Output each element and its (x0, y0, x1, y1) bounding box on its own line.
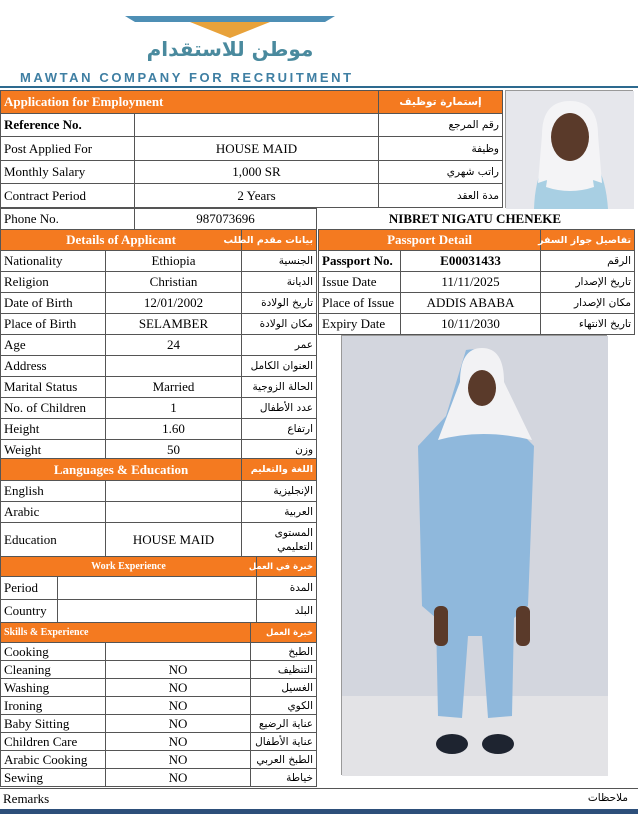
skills-row (1, 751, 317, 769)
application-title-ar: إستمارة توظيف (379, 91, 503, 114)
portrait-photo (505, 90, 633, 208)
details-label-ar: ارتفاع (242, 419, 317, 440)
skills-value: NO (106, 679, 251, 697)
details-row (1, 398, 317, 419)
passport-value: 11/11/2025 (401, 272, 541, 293)
contract-value: 2 Years (135, 184, 379, 208)
details-value: 12/01/2002 (106, 293, 242, 314)
work-title-ar: خبرة في العمل (257, 557, 317, 577)
languages-row (1, 523, 317, 557)
skills-label-ar: الطبخ العربي (251, 751, 317, 769)
languages-label: English (1, 481, 106, 502)
details-title: Details of Applicant (1, 230, 242, 251)
work-table (0, 556, 317, 623)
remarks-label: Remarks (3, 791, 50, 806)
skills-value (106, 643, 251, 661)
skills-label: Cleaning (1, 661, 106, 679)
details-label: Weight (1, 440, 106, 461)
application-title: Application for Employment (1, 91, 379, 114)
details-row (1, 293, 317, 314)
salary-row (1, 161, 503, 184)
phone-table (0, 208, 317, 230)
post-label-ar: وظيفة (379, 137, 503, 161)
skills-label-ar: الطبخ (251, 643, 317, 661)
details-label: Marital Status (1, 377, 106, 398)
skills-value: NO (106, 769, 251, 787)
applicant-name: NIBRET NIGATU CHENEKE (388, 211, 562, 226)
reference-label-ar: رقم المرجع (379, 114, 503, 137)
passport-value: ADDIS ABABA (401, 293, 541, 314)
work-value (58, 600, 257, 623)
post-row (1, 137, 503, 161)
details-label: Nationality (1, 251, 106, 272)
details-label-ar: الحالة الزوجية (242, 377, 317, 398)
languages-title-ar: اللغة والتعليم (242, 459, 317, 481)
details-label-ar: مكان الولادة (242, 314, 317, 335)
logo-arabic-text: موطن للاستقدام (146, 37, 314, 61)
skills-row (1, 733, 317, 751)
details-label-ar: العنوان الكامل (242, 356, 317, 377)
full-body-photo (341, 335, 607, 775)
company-logo (120, 4, 340, 68)
languages-value: HOUSE MAID (106, 523, 242, 557)
details-row (1, 314, 317, 335)
details-label: Address (1, 356, 106, 377)
work-row (1, 577, 317, 600)
passport-label-ar: تاريخ الانتهاء (541, 314, 635, 335)
passport-row (319, 251, 635, 272)
salary-label: Monthly Salary (1, 161, 135, 184)
skills-label-ar: خياطة (251, 769, 317, 787)
details-value (106, 356, 242, 377)
phone-row (1, 209, 317, 230)
details-row (1, 272, 317, 293)
footer-bar (0, 809, 638, 814)
reference-row (1, 114, 503, 137)
details-label: Place of Birth (1, 314, 106, 335)
languages-label-ar: الإنجليزية (242, 481, 317, 502)
phone-label: Phone No. (1, 209, 135, 230)
skills-row (1, 697, 317, 715)
passport-label: Issue Date (319, 272, 401, 293)
passport-label-ar: مكان الإصدار (541, 293, 635, 314)
skills-label: Cooking (1, 643, 106, 661)
details-label-ar: الجنسية (242, 251, 317, 272)
work-title: Work Experience (1, 557, 257, 577)
skills-value: NO (106, 751, 251, 769)
details-label: No. of Children (1, 398, 106, 419)
contract-row (1, 184, 503, 208)
salary-label-ar: راتب شهري (379, 161, 503, 184)
details-value: 1 (106, 398, 242, 419)
languages-value (106, 481, 242, 502)
passport-label: Expiry Date (319, 314, 401, 335)
contract-label-ar: مدة العقد (379, 184, 503, 208)
remarks-label-ar: ملاحظات (587, 792, 628, 804)
skills-row (1, 769, 317, 787)
post-value: HOUSE MAID (135, 137, 379, 161)
skills-value: NO (106, 661, 251, 679)
details-table (0, 229, 317, 461)
languages-title: Languages & Education (1, 459, 242, 481)
details-label-ar: الديانة (242, 272, 317, 293)
passport-row (319, 272, 635, 293)
work-label-ar: البلد (257, 600, 317, 623)
details-label-ar: وزن (242, 440, 317, 461)
work-value (58, 577, 257, 600)
details-label: Height (1, 419, 106, 440)
details-value: Christian (106, 272, 242, 293)
skills-value: NO (106, 697, 251, 715)
skills-label-ar: عناية الأطفال (251, 733, 317, 751)
work-label: Period (1, 577, 58, 600)
skills-value: NO (106, 715, 251, 733)
languages-label: Education (1, 523, 106, 557)
skills-label: Washing (1, 679, 106, 697)
details-value: Ethiopia (106, 251, 242, 272)
skills-row (1, 715, 317, 733)
passport-label: Place of Issue (319, 293, 401, 314)
skills-label: Baby Sitting (1, 715, 106, 733)
skills-row (1, 679, 317, 697)
skills-label-ar: الغسيل (251, 679, 317, 697)
reference-value (135, 114, 379, 137)
passport-title: Passport Detail (319, 230, 541, 251)
skills-row (1, 661, 317, 679)
skills-table (0, 622, 317, 787)
passport-row (319, 314, 635, 335)
company-name: MAWTAN COMPANY FOR RECRUITMENT (20, 70, 354, 85)
details-row (1, 356, 317, 377)
reference-label: Reference No. (1, 114, 135, 137)
skills-label: Ironing (1, 697, 106, 715)
details-row (1, 377, 317, 398)
details-title-ar: بيانات مقدم الطلب (242, 230, 317, 251)
details-value: 50 (106, 440, 242, 461)
passport-table (318, 229, 635, 335)
details-value: 24 (106, 335, 242, 356)
languages-row (1, 481, 317, 502)
skills-label: Children Care (1, 733, 106, 751)
skills-title-ar: خبرة العمل (251, 623, 317, 643)
salary-value: 1,000 SR (135, 161, 379, 184)
skills-label-ar: عناية الرضيع (251, 715, 317, 733)
skills-label: Arabic Cooking (1, 751, 106, 769)
details-label-ar: عمر (242, 335, 317, 356)
work-label: Country (1, 600, 58, 623)
skills-label-ar: الكوي (251, 697, 317, 715)
details-label-ar: تاريخ الولادة (242, 293, 317, 314)
skills-label: Sewing (1, 769, 106, 787)
languages-table (0, 458, 317, 557)
passport-title-ar: تفاصيل جواز السفر (541, 230, 635, 251)
details-row (1, 335, 317, 356)
skills-title: Skills & Experience (1, 623, 251, 643)
passport-row (319, 293, 635, 314)
passport-label: Passport No. (319, 251, 401, 272)
header-divider (0, 86, 638, 88)
skills-label-ar: التنظيف (251, 661, 317, 679)
languages-row (1, 502, 317, 523)
details-row (1, 419, 317, 440)
details-value: 1.60 (106, 419, 242, 440)
details-label-ar: عدد الأطفال (242, 398, 317, 419)
details-label: Age (1, 335, 106, 356)
languages-label: Arabic (1, 502, 106, 523)
languages-value (106, 502, 242, 523)
passport-value: E00031433 (401, 251, 541, 272)
passport-value: 10/11/2030 (401, 314, 541, 335)
full-body-photo-figure (342, 336, 608, 776)
phone-value: 987073696 (135, 209, 317, 230)
passport-label-ar: الرقم (541, 251, 635, 272)
skills-value: NO (106, 733, 251, 751)
contract-label: Contract Period (1, 184, 135, 208)
skills-row (1, 643, 317, 661)
portrait-photo-figure (506, 91, 634, 209)
details-label: Date of Birth (1, 293, 106, 314)
remarks-row (0, 788, 638, 808)
details-row (1, 251, 317, 272)
languages-label-ar: العربية (242, 502, 317, 523)
application-table (0, 90, 503, 208)
details-label: Religion (1, 272, 106, 293)
languages-label-ar: المستوى التعليمي (242, 523, 317, 557)
passport-label-ar: تاريخ الإصدار (541, 272, 635, 293)
details-value: Married (106, 377, 242, 398)
post-label: Post Applied For (1, 137, 135, 161)
work-label-ar: المدة (257, 577, 317, 600)
details-value: SELAMBER (106, 314, 242, 335)
work-row (1, 600, 317, 623)
